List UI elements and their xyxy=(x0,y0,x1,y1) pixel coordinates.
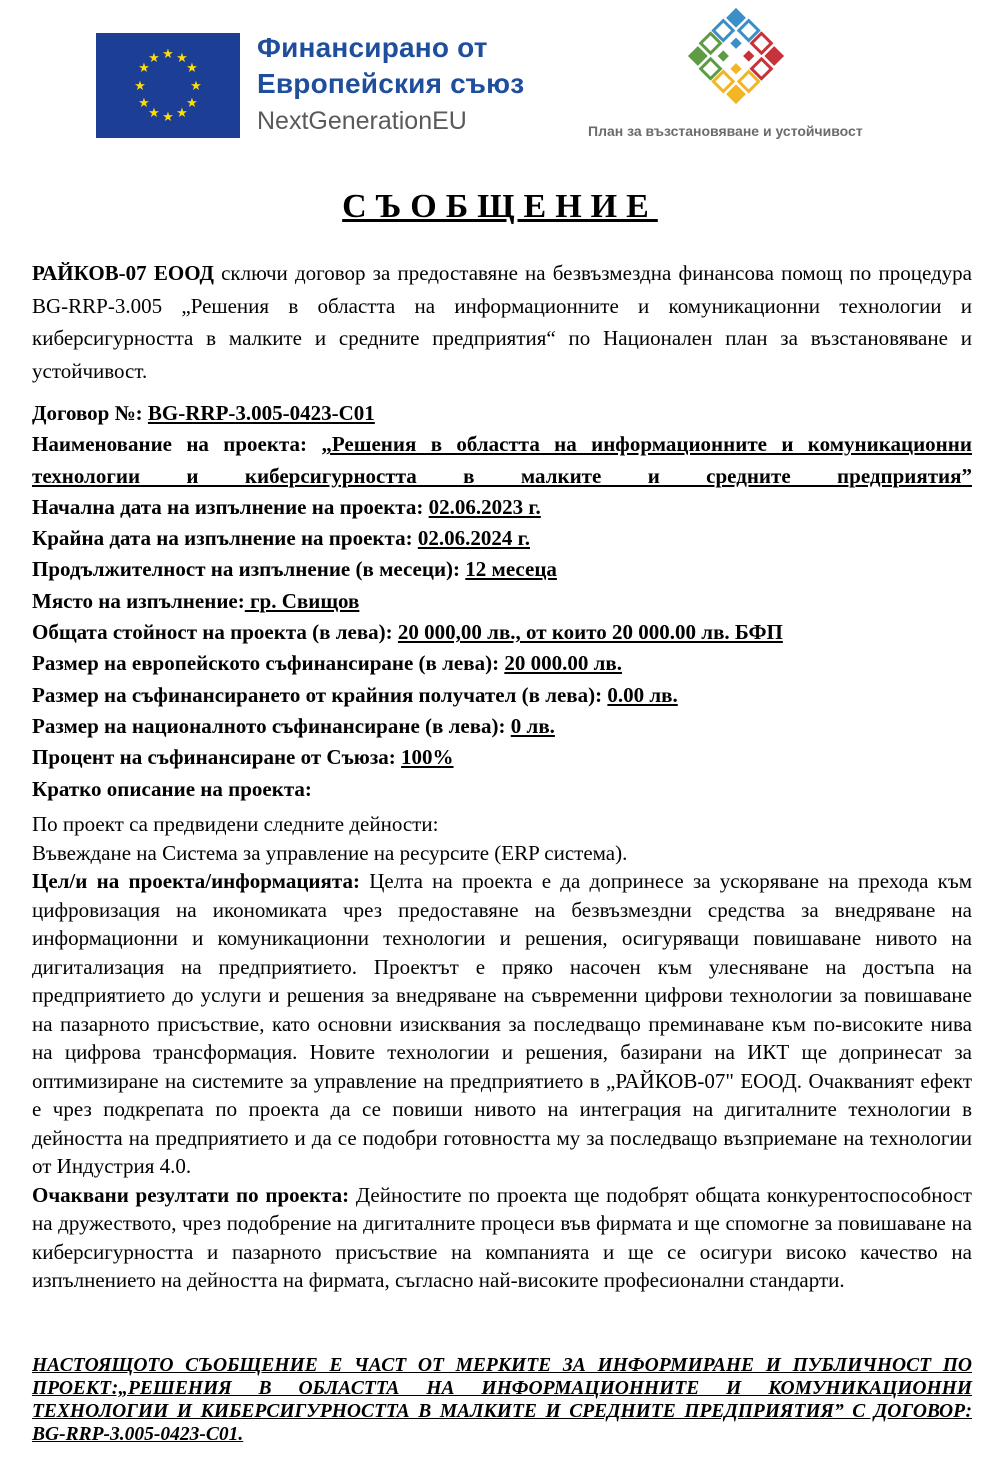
svg-text:★: ★ xyxy=(134,79,146,94)
field-label: Договор №: xyxy=(32,401,148,425)
results-label: Очаквани резултати по проекта: xyxy=(32,1182,350,1207)
svg-text:★: ★ xyxy=(148,51,160,66)
svg-text:★: ★ xyxy=(138,96,150,111)
field-value: 0 лв. xyxy=(510,713,555,738)
field-row-total-value xyxy=(32,617,972,648)
field-row-eu-percent xyxy=(32,742,972,773)
field-row-beneficiary-cofinancing xyxy=(32,680,972,711)
project-description xyxy=(32,810,972,1295)
recovery-plan-caption: План за възстановяване и устойчивост xyxy=(588,123,863,139)
field-row-contract xyxy=(32,398,972,429)
field-label: Наименование на проекта: xyxy=(32,432,322,457)
field-label: Размер на европейското съфинансиране (в лева): xyxy=(32,651,505,676)
field-value: 20 000,00 лв., от които 20 000.00 лв. БФП xyxy=(397,620,783,645)
page-title: СЪОБЩЕНИЕ xyxy=(342,188,658,225)
project-fields xyxy=(32,398,972,805)
field-row-national-cofinancing xyxy=(32,711,972,742)
field-row-duration xyxy=(32,554,972,585)
field-label: Кратко описание на проекта: xyxy=(32,776,312,801)
svg-text:★: ★ xyxy=(148,106,160,121)
field-row-location xyxy=(32,586,972,617)
field-label: Размер на националното съфинансиране (в лева): xyxy=(32,713,511,738)
recovery-plan-logo-icon xyxy=(685,0,787,112)
field-row-eu-cofinancing xyxy=(32,648,972,679)
field-label: Крайна дата на изпълнение на проекта: xyxy=(32,526,418,551)
publicity-notice: НАСТОЯЩОТО СЪОБЩЕНИЕ Е ЧАСТ ОТ МЕРКИТЕ ЗА ИНФОРМИРАНЕ И ПУБЛИЧНОСТ ПО ПРОЕКТ:„РЕШЕНИЯ В ОБЛАСТТА НА ИНФОРМАЦИОННИТЕ И КОМУНИКАЦИОННИ ТЕХНОЛОГИИ И КИБЕРСИГУРНОСТТА В МАЛКИТЕ И СРЕДНИТЕ ПРЕДПРИЯТИЯ” С ДОГОВОР: BG-RRP-3.005-0423-C01. xyxy=(32,1355,972,1445)
field-label: Място на изпълнение: xyxy=(32,588,245,613)
intro-paragraph xyxy=(32,257,972,387)
field-value: „Решения в областта на информационните и комуникационни технологии и киберсигурността в малките и средните предприятия” xyxy=(32,432,972,488)
field-value: 02.06.2023 г. xyxy=(428,494,541,519)
intro-text: сключи договор за предоставяне на безвъзмездна финансова помощ по процедура BG-RRP-3.005 „Решения в областта на информационните и комуникационни технологии и киберсигурността в малките и средните предприятия“ по Национален план за възстановяване и устойчивост. xyxy=(32,261,972,383)
field-value: 0.00 лв. xyxy=(607,682,678,707)
activity-item: Въвеждане на Система за управление на ресурсите (ERP система). xyxy=(32,840,628,865)
field-label: Продължителност на изпълнение (в месеци): xyxy=(32,557,466,582)
field-label: Процент на съфинансиране от Съюза: xyxy=(32,745,402,770)
eu-line-2: Европейския съюз xyxy=(257,68,525,99)
goals-text: Целта на проекта е да допринесе за ускоряване на прехода към цифровизация на икономиката чрез предоставяне на безвъзмездни средства за внедряване на информационни и комуникационни технологии и решения, осигуряващи повишаване нивото на дигитализация на предприятието. Проектът е пряко насочен към улесняване на достъпа на предприятието до услуги и решения за внедряване на съвременни цифрови технологии за повишаване на пазарното присъствие, като основни изисквания за последващо преминаване към по-високите нива на цифрова трансформация. Новите технологии и решения, базирани на ИКТ ще допринесат за оптимизиране на системите за управление на предприятието в „РАЙКОВ-07" ЕООД. Очакваният ефект е чрез подкрепата по проекта да се повиши нивото на интеграция на дигиталните технологии в дейността на предприятието и да се подобри готовността му за последващо възприемане на технологии от Индустрия 4.0. xyxy=(32,869,972,1178)
activities-intro: По проект са предвидени следните дейности: xyxy=(32,812,439,836)
svg-text:★: ★ xyxy=(162,110,174,125)
goals-label: Цел/и на проекта/информацията: xyxy=(32,869,360,893)
svg-text:★: ★ xyxy=(190,79,202,94)
field-row-short-description xyxy=(32,774,972,805)
field-value: 20 000.00 лв. xyxy=(504,651,622,676)
field-value: 12 месеца xyxy=(465,557,557,582)
eu-line-1: Финансирано от xyxy=(257,32,488,63)
field-label: Общата стойност на проекта (в лева): xyxy=(32,620,398,645)
svg-text:★: ★ xyxy=(176,51,188,66)
svg-text:★: ★ xyxy=(186,96,198,111)
svg-text:★: ★ xyxy=(162,47,174,62)
results-text: Дейностите по проекта ще подобрят общата конкурентоспособност на дружеството, чрез подобрение на дигиталните процеси във фирмата и ще спомогне за повишаване на киберсигурността и пазарното присъствие на компанията и ще се осигури високо качество на изпълнението на дейността на фирмата, съгласно най-високите професионални стандарти. xyxy=(32,1182,972,1292)
eu-funding-label xyxy=(257,30,524,138)
eu-flag-icon xyxy=(96,33,240,138)
results-paragraph xyxy=(32,1181,972,1295)
svg-text:★: ★ xyxy=(186,61,198,76)
field-value: 02.06.2024 г. xyxy=(417,526,530,551)
field-row-end-date xyxy=(32,523,972,554)
eu-line-3: NextGenerationEU xyxy=(257,107,467,135)
field-label: Начална дата на изпълнение на проекта: xyxy=(32,494,429,519)
field-value: BG-RRP-3.005-0423-C01 xyxy=(147,401,375,425)
field-label: Размер на съфинансирането от крайния получател (в лева): xyxy=(32,682,608,707)
field-value: гр. Свищов xyxy=(244,588,360,613)
field-row-start-date xyxy=(32,492,972,523)
company-name: РАЙКОВ-07 ЕООД xyxy=(32,261,214,285)
goals-paragraph xyxy=(32,867,972,1181)
svg-text:★: ★ xyxy=(176,106,188,121)
field-row-project-name xyxy=(32,429,972,492)
svg-text:★: ★ xyxy=(138,61,150,76)
field-value: 100% xyxy=(401,745,454,770)
